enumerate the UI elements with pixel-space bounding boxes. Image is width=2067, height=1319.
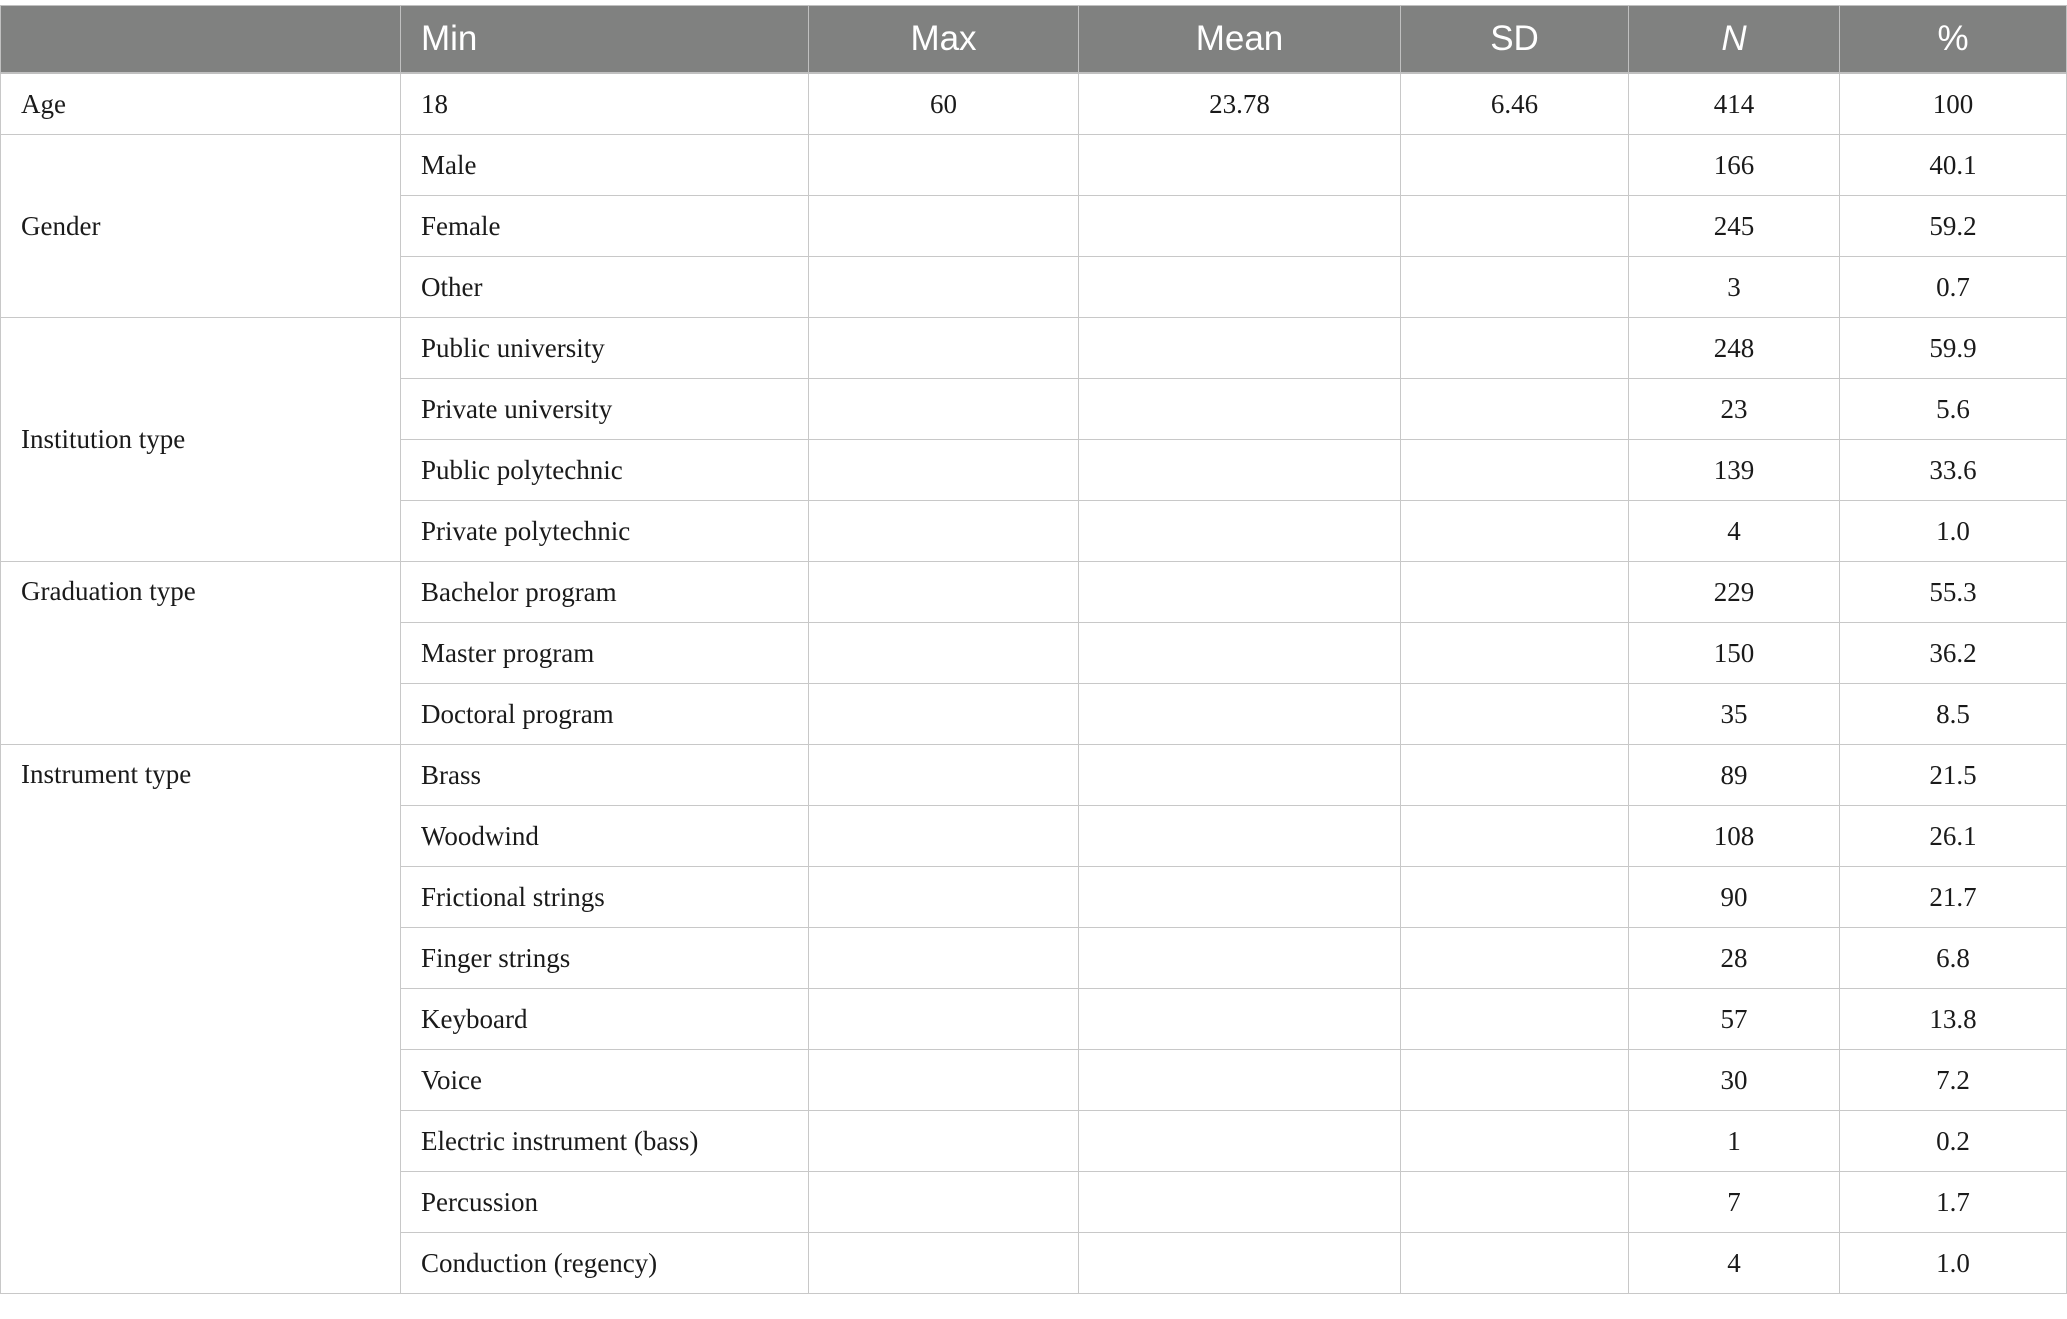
empty-sd-cell [1401, 928, 1629, 989]
count-cell: 3 [1629, 257, 1840, 318]
count-cell: 245 [1629, 196, 1840, 257]
header-row [1, 6, 2067, 74]
empty-sd-cell [1401, 318, 1629, 379]
age-mean: 23.78 [1079, 73, 1401, 135]
empty-mean-cell [1079, 806, 1401, 867]
group-label: Institution type [1, 318, 401, 562]
header-n: N [1629, 6, 1840, 74]
empty-mean-cell [1079, 379, 1401, 440]
count-cell: 90 [1629, 867, 1840, 928]
demographics-table [0, 5, 2067, 1294]
percent-cell: 0.7 [1840, 257, 2067, 318]
empty-sd-cell [1401, 684, 1629, 745]
category-label: Master program [401, 623, 809, 684]
category-label: Female [401, 196, 809, 257]
category-label: Public university [401, 318, 809, 379]
percent-cell: 36.2 [1840, 623, 2067, 684]
empty-max-cell [809, 562, 1079, 623]
percent-cell: 59.2 [1840, 196, 2067, 257]
empty-max-cell [809, 989, 1079, 1050]
category-label: Private polytechnic [401, 501, 809, 562]
empty-max-cell [809, 501, 1079, 562]
empty-max-cell [809, 257, 1079, 318]
category-label: Percussion [401, 1172, 809, 1233]
percent-cell: 6.8 [1840, 928, 2067, 989]
age-percent: 100 [1840, 73, 2067, 135]
percent-cell: 0.2 [1840, 1111, 2067, 1172]
empty-mean-cell [1079, 257, 1401, 318]
category-label: Conduction (regency) [401, 1233, 809, 1294]
count-cell: 229 [1629, 562, 1840, 623]
empty-mean-cell [1079, 684, 1401, 745]
empty-mean-cell [1079, 318, 1401, 379]
category-label: Frictional strings [401, 867, 809, 928]
percent-cell: 55.3 [1840, 562, 2067, 623]
category-label: Public polytechnic [401, 440, 809, 501]
category-label: Brass [401, 745, 809, 806]
count-cell: 30 [1629, 1050, 1840, 1111]
percent-cell: 40.1 [1840, 135, 2067, 196]
percent-cell: 33.6 [1840, 440, 2067, 501]
empty-sd-cell [1401, 989, 1629, 1050]
percent-cell: 26.1 [1840, 806, 2067, 867]
age-min: 18 [401, 73, 809, 135]
empty-max-cell [809, 745, 1079, 806]
empty-sd-cell [1401, 440, 1629, 501]
empty-mean-cell [1079, 867, 1401, 928]
percent-cell: 59.9 [1840, 318, 2067, 379]
empty-max-cell [809, 867, 1079, 928]
empty-sd-cell [1401, 745, 1629, 806]
empty-mean-cell [1079, 1050, 1401, 1111]
category-label: Bachelor program [401, 562, 809, 623]
table-row [1, 318, 2067, 379]
category-label: Woodwind [401, 806, 809, 867]
header-blank-cell [1, 6, 401, 74]
age-label: Age [1, 73, 401, 135]
group-label: Graduation type [1, 562, 401, 745]
header-max: Max [809, 6, 1079, 74]
empty-max-cell [809, 379, 1079, 440]
empty-mean-cell [1079, 135, 1401, 196]
count-cell: 150 [1629, 623, 1840, 684]
category-label: Other [401, 257, 809, 318]
empty-mean-cell [1079, 440, 1401, 501]
percent-cell: 21.7 [1840, 867, 2067, 928]
empty-max-cell [809, 928, 1079, 989]
percent-cell: 7.2 [1840, 1050, 2067, 1111]
count-cell: 4 [1629, 1233, 1840, 1294]
table-row-age [1, 73, 2067, 135]
header-mean: Mean [1079, 6, 1401, 74]
category-label: Voice [401, 1050, 809, 1111]
count-cell: 1 [1629, 1111, 1840, 1172]
count-cell: 166 [1629, 135, 1840, 196]
group-label: Instrument type [1, 745, 401, 1294]
percent-cell: 8.5 [1840, 684, 2067, 745]
count-cell: 57 [1629, 989, 1840, 1050]
category-label: Male [401, 135, 809, 196]
category-label: Doctoral program [401, 684, 809, 745]
empty-max-cell [809, 196, 1079, 257]
empty-mean-cell [1079, 562, 1401, 623]
empty-mean-cell [1079, 623, 1401, 684]
age-n: 414 [1629, 73, 1840, 135]
empty-sd-cell [1401, 1111, 1629, 1172]
age-sd: 6.46 [1401, 73, 1629, 135]
empty-max-cell [809, 1050, 1079, 1111]
count-cell: 28 [1629, 928, 1840, 989]
count-cell: 7 [1629, 1172, 1840, 1233]
header-min: Min [401, 6, 809, 74]
age-max: 60 [809, 73, 1079, 135]
empty-mean-cell [1079, 928, 1401, 989]
empty-sd-cell [1401, 1050, 1629, 1111]
percent-cell: 5.6 [1840, 379, 2067, 440]
count-cell: 4 [1629, 501, 1840, 562]
empty-max-cell [809, 135, 1079, 196]
header-sd: SD [1401, 6, 1629, 74]
category-label: Finger strings [401, 928, 809, 989]
empty-sd-cell [1401, 867, 1629, 928]
percent-cell: 21.5 [1840, 745, 2067, 806]
empty-sd-cell [1401, 806, 1629, 867]
empty-mean-cell [1079, 1233, 1401, 1294]
count-cell: 108 [1629, 806, 1840, 867]
table-body [1, 73, 2067, 1294]
empty-mean-cell [1079, 989, 1401, 1050]
percent-cell: 1.0 [1840, 1233, 2067, 1294]
table-header [1, 6, 2067, 74]
empty-max-cell [809, 1233, 1079, 1294]
table-row [1, 135, 2067, 196]
category-label: Keyboard [401, 989, 809, 1050]
empty-sd-cell [1401, 1233, 1629, 1294]
category-label: Electric instrument (bass) [401, 1111, 809, 1172]
percent-cell: 1.0 [1840, 501, 2067, 562]
percent-cell: 1.7 [1840, 1172, 2067, 1233]
empty-sd-cell [1401, 196, 1629, 257]
empty-mean-cell [1079, 745, 1401, 806]
empty-max-cell [809, 1111, 1079, 1172]
count-cell: 139 [1629, 440, 1840, 501]
header-percent: % [1840, 6, 2067, 74]
empty-sd-cell [1401, 501, 1629, 562]
empty-sd-cell [1401, 623, 1629, 684]
empty-max-cell [809, 806, 1079, 867]
percent-cell: 13.8 [1840, 989, 2067, 1050]
empty-max-cell [809, 440, 1079, 501]
empty-max-cell [809, 1172, 1079, 1233]
table-row [1, 745, 2067, 806]
empty-max-cell [809, 623, 1079, 684]
count-cell: 248 [1629, 318, 1840, 379]
group-label: Gender [1, 135, 401, 318]
empty-max-cell [809, 684, 1079, 745]
empty-sd-cell [1401, 1172, 1629, 1233]
category-label: Private university [401, 379, 809, 440]
empty-mean-cell [1079, 501, 1401, 562]
empty-sd-cell [1401, 135, 1629, 196]
table-row [1, 562, 2067, 623]
empty-sd-cell [1401, 379, 1629, 440]
empty-sd-cell [1401, 562, 1629, 623]
empty-mean-cell [1079, 1111, 1401, 1172]
empty-sd-cell [1401, 257, 1629, 318]
count-cell: 89 [1629, 745, 1840, 806]
empty-mean-cell [1079, 196, 1401, 257]
count-cell: 23 [1629, 379, 1840, 440]
empty-mean-cell [1079, 1172, 1401, 1233]
empty-max-cell [809, 318, 1079, 379]
count-cell: 35 [1629, 684, 1840, 745]
